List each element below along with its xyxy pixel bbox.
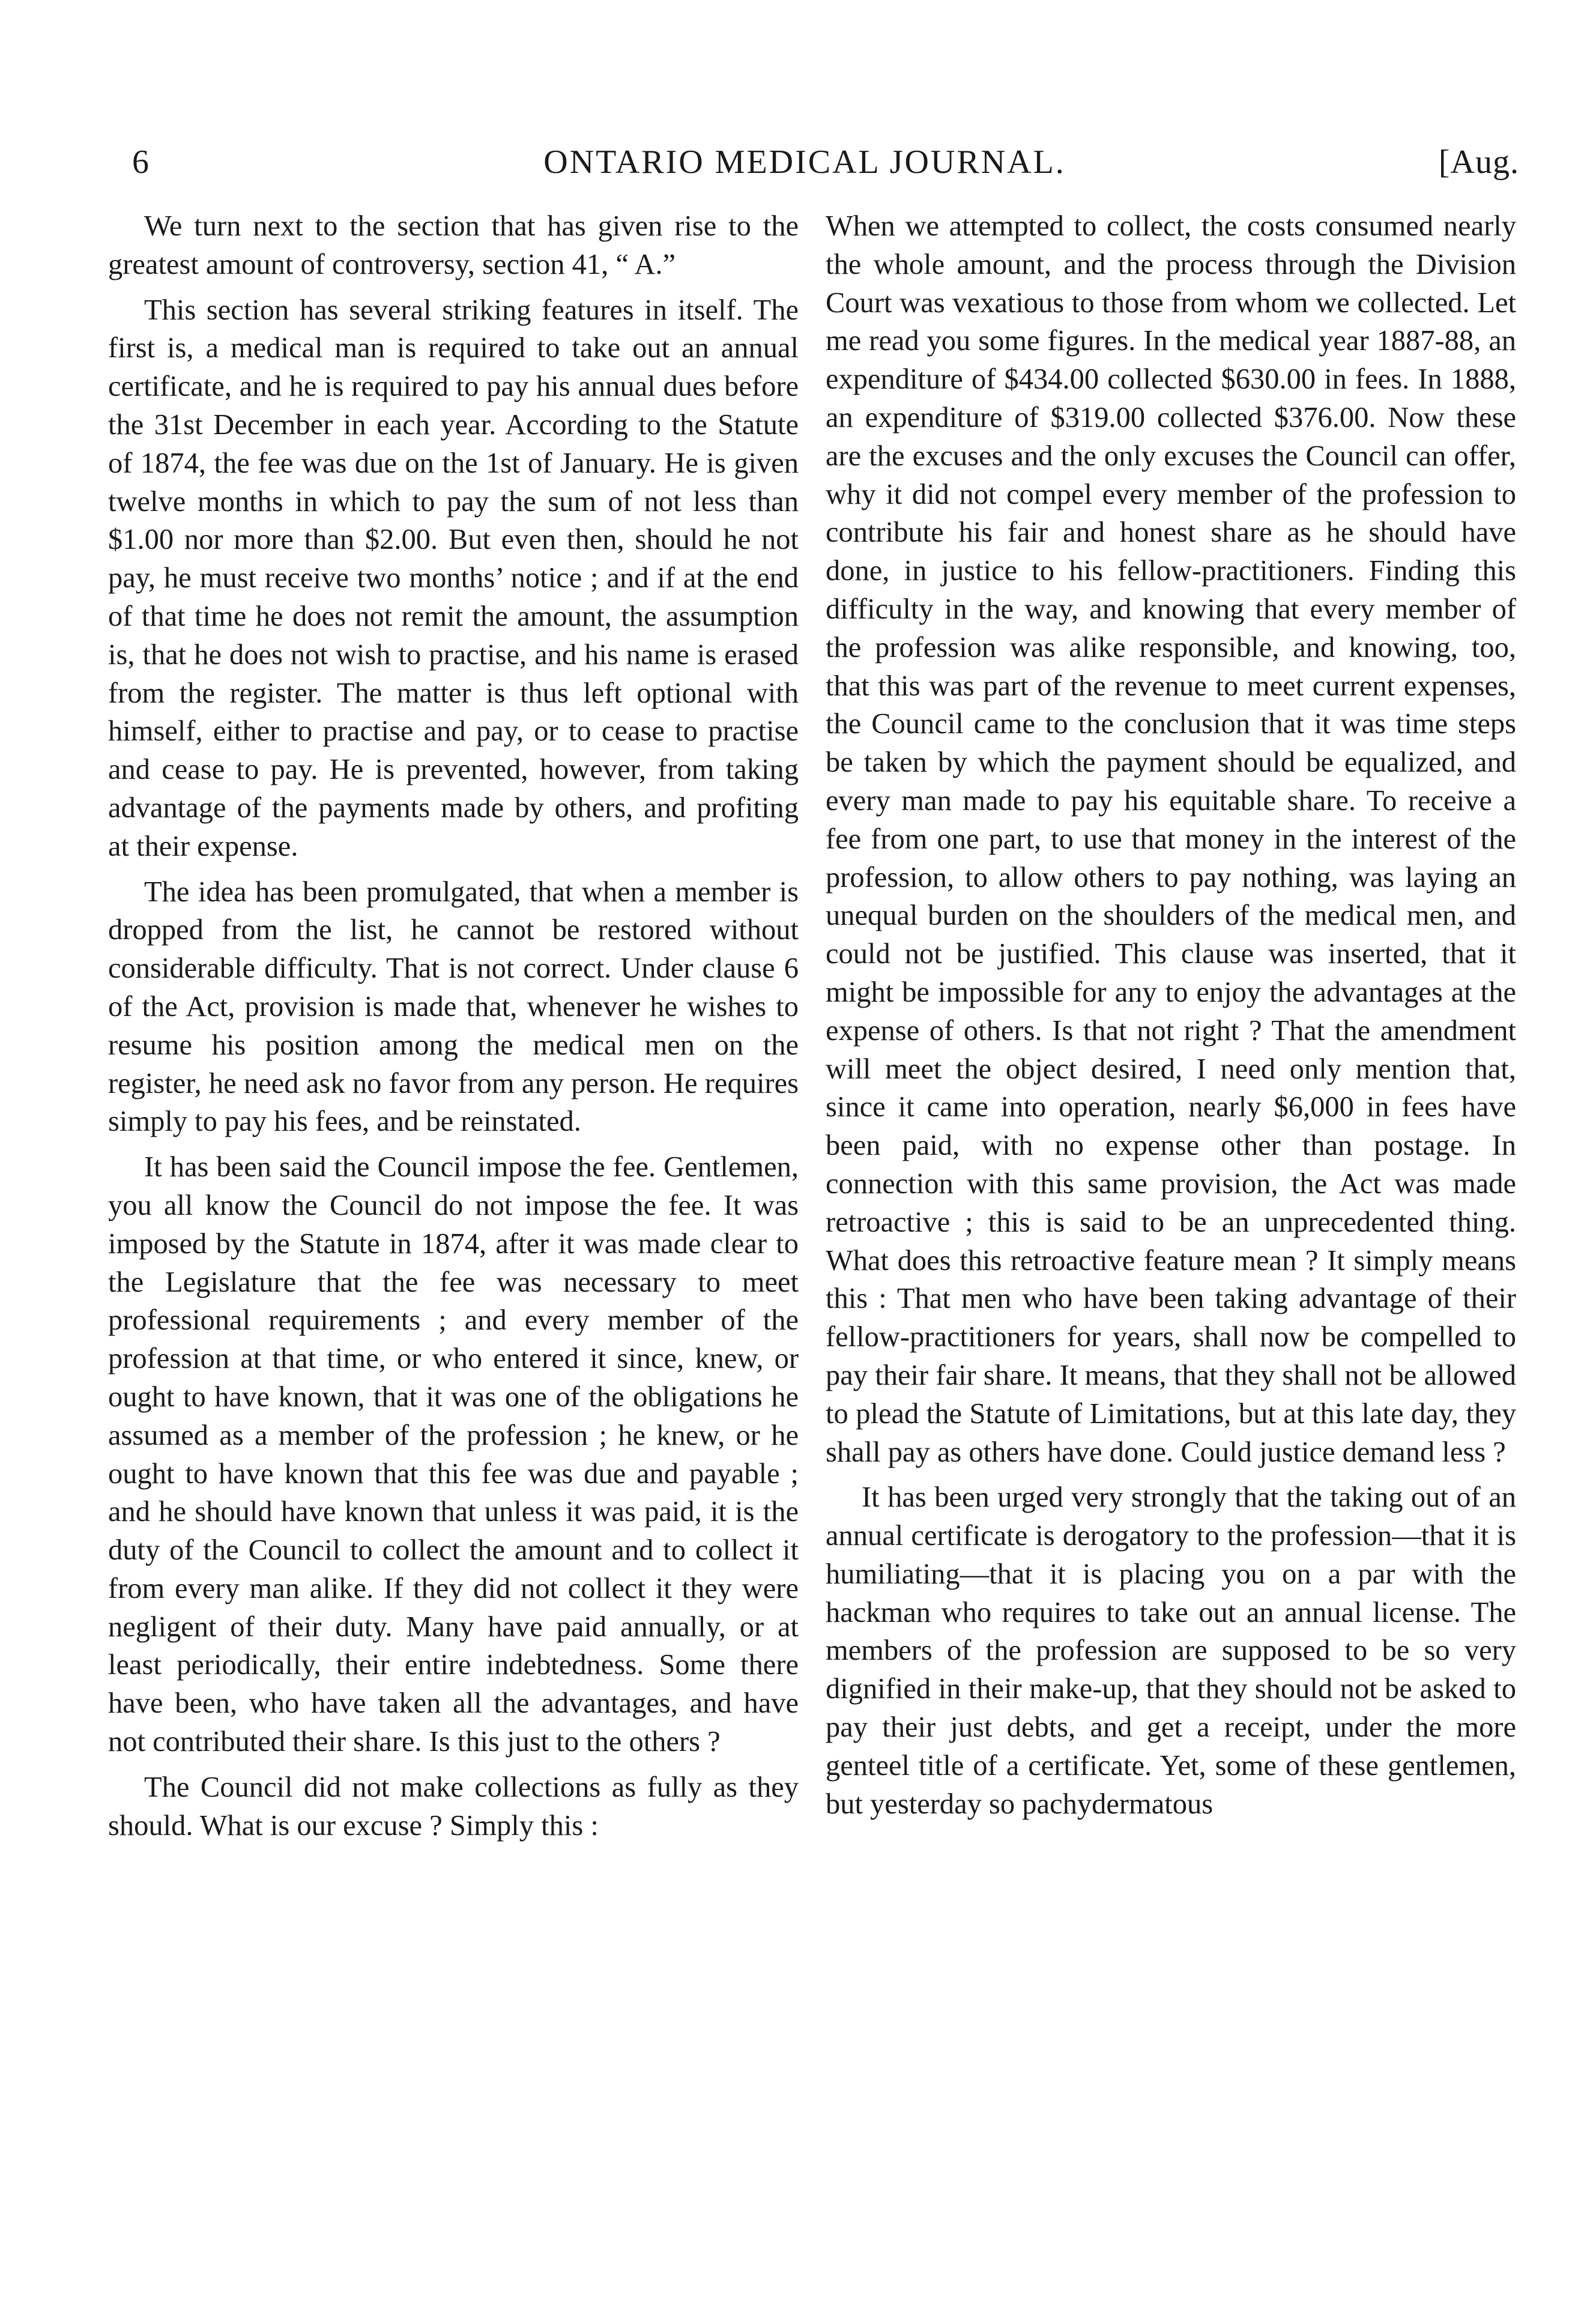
left-paragraph-4: It has been said the Council impose the fee. Gentlemen, you all know the Council do not impose the fee. It was imposed by the Statute in 1874, after it was made clear to the Legislature that the fee was necessary to meet professional requirements ; and every member of the profession at that time, or who entered it since, knew, or ought to have known, that it was one of the obligations he assumed as a member of the profession ; he knew, or he ought to have known that this fee was due and payable ; and he should have known that unless it was paid, it is the duty of the Council to collect the amount and to collect it from every man alike. If they did not collect it they were negligent of their duty. Many have paid annually, or at least periodically, their entire indebtedness. Some there have been, who have taken all the advantages, and have not contributed their share. Is this just to the others ? xyxy=(108,1151,799,1758)
journal-title: ONTARIO MEDICAL JOURNAL. xyxy=(543,144,1066,181)
left-paragraph-1: We turn next to the section that has given rise to the greatest amount of controversy, section 41, “ A.” xyxy=(108,210,799,280)
running-header xyxy=(90,135,1519,189)
right-column xyxy=(826,207,1516,1830)
left-paragraph-2: This section has several striking features in itself. The first is, a medical man is required to take out an annual certificate, and he is required to pay his annual dues before the 31st December in each year. According to the Statute of 1874, the fee was due on the 1st of January. He is given twelve months in which to pay the sum of not less than $1.00 nor more than $2.00. But even then, should he not pay, he must receive two months’ notice ; and if at the end of that time he does not remit the amount, the assumption is, that he does not wish to practise, and his name is erased from the register. The matter is thus left optional with himself, either to practise and pay, or to cease to practise and cease to pay. He is prevented, however, from taking advantage of the payments made by others, and profiting at their expense. xyxy=(108,294,799,862)
left-column xyxy=(108,207,799,1852)
left-paragraph-3: The idea has been promulgated, that when a member is dropped from the list, he cannot be restored without considerable difficulty. That is not correct. Under clause 6 of the Act, provision is made that, whenever he wishes to resume his position among the medical men on the register, he need ask no favor from any person. He requires simply to pay his fees, and be reinstated. xyxy=(108,875,799,1138)
page-number: 6 xyxy=(132,144,149,181)
right-paragraph-1: When we attempted to collect, the costs consumed nearly the whole amount, and the process through the Division Court was vexatious to those from whom we collected. Let me read you some figures. In the medical year 1887-88, an expenditure of $434.00 collected $630.00 in fees. In 1888, an expenditure of $319.00 collected $376.00. Now these are the excuses and the only excuses the Council can offer, why it did not compel every member of the profession to contribute his fair and honest share as he should have done, in justice to his fellow-practitioners. Finding this difficulty in the way, and knowing that every member of the profession was alike responsible, and knowing, too, that this was part of the revenue to meet current expenses, the Council came to the conclusion that it was time steps be taken by which the payment should be equalized, and every man made to pay his equitable share. To receive a fee from one part, to use that money in the interest of the profession, to allow others to pay nothing, was laying an unequal burden on the shoulders of the medical men, and could not be justified. This clause was inserted, that it might be impossible for any to enjoy the advantages at the expense of others. Is that not right ? That the amendment will meet the object desired, I need only mention that, since it came into operation, nearly $6,000 in fees have been paid, with no expense other than postage. In connection with this same provision, the Act was made retroactive ; this is said to be an unprecedented thing. What does this retroactive feature mean ? It simply means this : That men who have been taking advantage of their fellow-practitioners for years, shall now be compelled to pay their fair share. It means, that they shall not be allowed to plead the Statute of Limitations, but at this late day, they shall pay as others have done. Could justice demand less ? xyxy=(826,210,1516,1468)
left-paragraph-5: The Council did not make collections as fully as they should. What is our excuse ? Simply this : xyxy=(108,1771,799,1842)
issue-month: [Aug. xyxy=(1438,144,1519,181)
right-paragraph-2: It has been urged very strongly that the taking out of an annual certificate is derogatory to the profession—that it is humiliating—that it is placing you on a par with the hackman who requires to take out an annual license. The members of the profession are supposed to be so very dignified in their make-up, that they should not be asked to pay their just debts, and get a receipt, under the more genteel title of a certificate. Yet, some of these gentlemen, but yesterday so pachydermatous xyxy=(826,1481,1516,1820)
